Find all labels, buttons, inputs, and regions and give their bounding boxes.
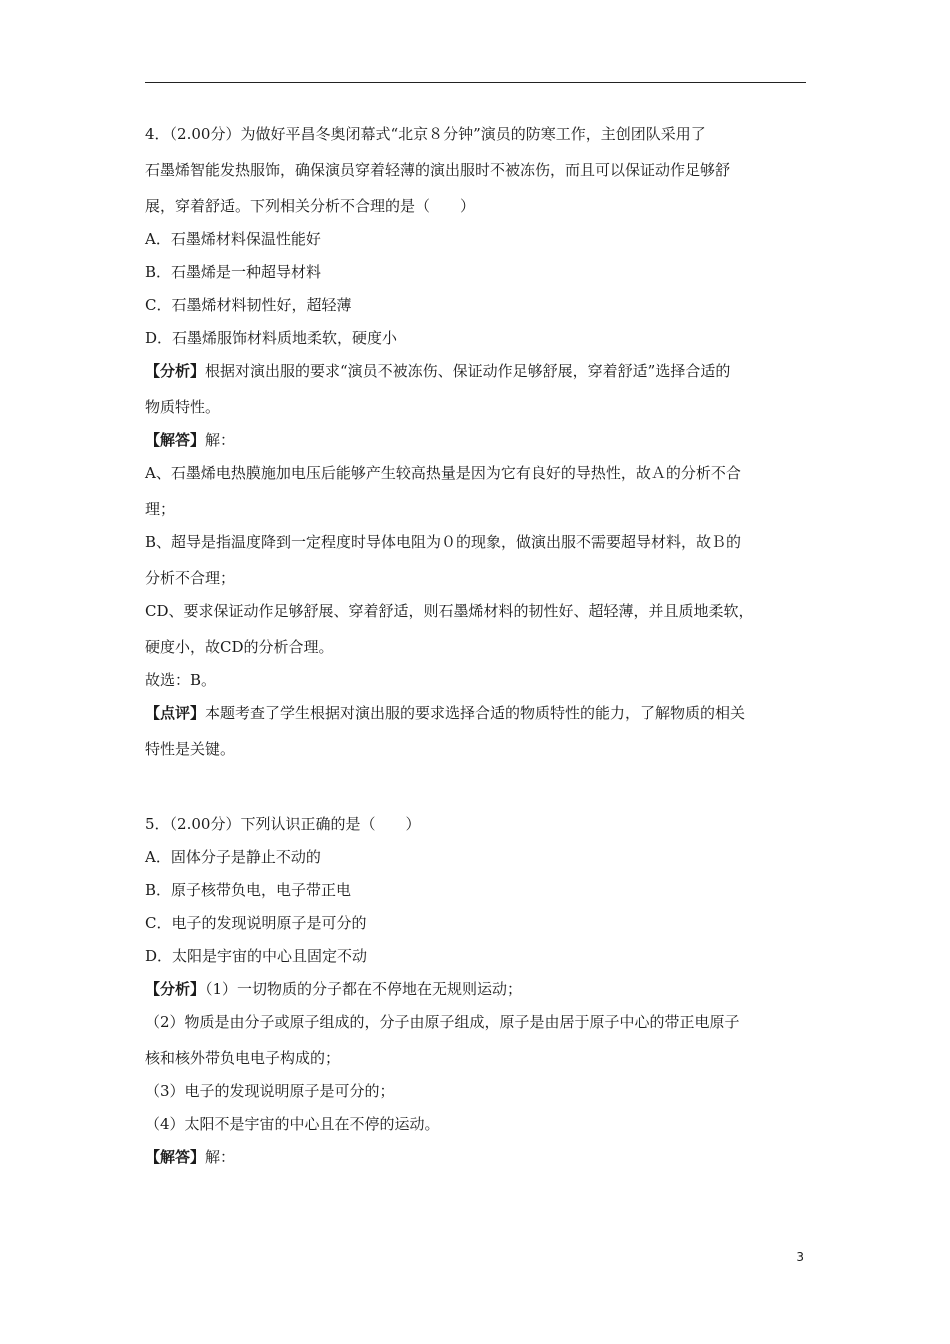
q4-analysis-line-2: 物质特性。 — [145, 398, 221, 416]
q4-option-c: C．石墨烯材料韧性好，超轻薄 — [145, 296, 352, 314]
q5-option-b: B．原子核带负电，电子带正电 — [145, 881, 352, 899]
q5-option-a: A．固体分子是静止不动的 — [145, 848, 321, 866]
analysis-tag: 【分析】 — [145, 362, 206, 380]
comment-tag: 【点评】 — [145, 704, 206, 722]
q4-comment-line-2: 特性是关键。 — [145, 740, 236, 758]
q5-option-d: D．太阳是宇宙的中心且固定不动 — [145, 947, 368, 965]
answer-intro: 解： — [205, 1148, 236, 1166]
q4-answer-line-4: 分析不合理； — [145, 569, 236, 587]
q5-stem: 5．（2.00分）下列认识正确的是（ ） — [145, 815, 421, 833]
page-number: 3 — [796, 1250, 804, 1264]
q4-option-a: A．石墨烯材料保温性能好 — [145, 230, 321, 248]
analysis-text: （1）一切物质的分子都在不停地在无规则运动； — [205, 980, 523, 998]
q4-option-b: B．石墨烯是一种超导材料 — [145, 263, 322, 281]
answer-tag: 【解答】 — [145, 431, 206, 449]
q4-comment-line-1 — [145, 703, 809, 723]
q5-analysis-line-5: （4）太阳不是宇宙的中心且在不停的运动。 — [145, 1115, 440, 1133]
q4-answer-line-7: 故选：B。 — [145, 671, 217, 689]
comment-text: 本题考查了学生根据对演出服的要求选择合适的物质特性的能力，了解物质的相关 — [205, 704, 746, 722]
q4-analysis-line-1 — [145, 361, 809, 381]
page-content — [145, 124, 809, 1167]
q5-analysis-line-1 — [145, 979, 809, 999]
q5-option-c: C．电子的发现说明原子是可分的 — [145, 914, 367, 932]
q4-answer-line-2: 理； — [145, 500, 176, 518]
q5-analysis-line-3: 核和核外带负电电子构成的； — [145, 1049, 341, 1067]
analysis-tag: 【分析】 — [145, 980, 206, 998]
q5-analysis-line-2: （2）物质是由分子或原子组成的，分子由原子组成，原子是由居于原子中心的带正电原子 — [145, 1013, 740, 1031]
q4-answer-line-6: 硬度小，故CD的分析合理。 — [145, 638, 334, 656]
q5-analysis-line-4: （3）电子的发现说明原子是可分的； — [145, 1082, 395, 1100]
q4-answer-line-1: A、石墨烯电热膜施加电压后能够产生较高热量是因为它有良好的导热性，故Ａ的分析不合 — [145, 464, 741, 482]
analysis-text: 根据对演出服的要求“演员不被冻伤、保证动作足够舒展，穿着舒适”选择合适的 — [205, 362, 731, 380]
q4-answer-line-5: CD、要求保证动作足够舒展、穿着舒适，则石墨烯材料的韧性好、超轻薄，并且质地柔软， — [145, 602, 754, 620]
answer-intro: 解： — [205, 431, 236, 449]
q4-stem-line-3: 展，穿着舒适。下列相关分析不合理的是（ ） — [145, 197, 476, 215]
q4-answer-line-3: B、超导是指温度降到一定程度时导体电阻为０的现象，做演出服不需要超导材料，故Ｂ的 — [145, 533, 742, 551]
q5-answer-heading — [145, 1147, 809, 1167]
header-rule — [145, 82, 806, 83]
q4-stem-line-2: 石墨烯智能发热服饰，确保演员穿着轻薄的演出服时不被冻伤，而且可以保证动作足够舒 — [145, 161, 731, 179]
q4-stem-line-1: 4．（2.00分）为做好平昌冬奥闭幕式“北京８分钟”演员的防寒工作，主创团队采用了 — [145, 125, 706, 143]
q4-answer-heading — [145, 430, 809, 450]
q4-option-d: D．石墨烯服饰材料质地柔软，硬度小 — [145, 329, 398, 347]
answer-tag: 【解答】 — [145, 1148, 206, 1166]
